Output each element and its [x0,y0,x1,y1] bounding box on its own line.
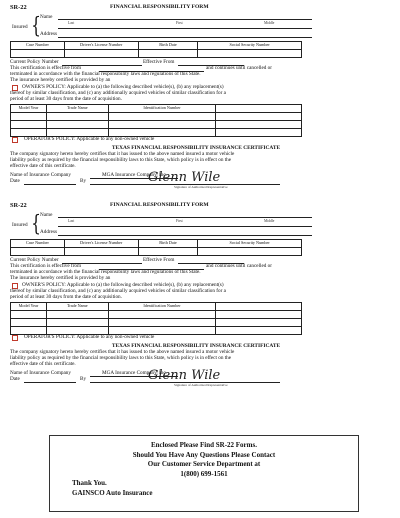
vehicle-cell[interactable] [216,113,302,121]
id-table [10,239,302,256]
signature-caption: Signature of Authorized Representative [174,383,228,387]
name-label: Name [40,14,53,20]
vehicle-cell[interactable] [108,311,216,319]
notice-company: GAINSCO Auto Insurance [72,488,153,497]
current-policy-label: Current Policy Number [10,257,59,263]
address-label: Address [40,229,58,235]
owner-policy-text-1: OWNER'S POLICY: Applicable to (a) the following described vehicle(s), (b) any replacement(s) [22,84,224,90]
effective-from-label: Effective From [143,59,175,65]
ssn-field[interactable] [198,248,302,256]
case-number-field[interactable] [11,50,65,58]
vehicle-header-trade: Trade Name [46,303,108,311]
vehicle-cell[interactable] [108,121,216,129]
notice-line-department: Our Customer Service Department at [147,460,261,469]
contact-notice-box [49,435,359,512]
insured-label: Insured [12,222,28,228]
sub-last: Last [68,21,75,25]
id-header-license: Driver's License Number [64,240,138,248]
license-field[interactable] [64,50,138,58]
name-line[interactable] [58,19,312,20]
vehicle-cell[interactable] [216,327,302,335]
vehicle-cell[interactable] [46,319,108,327]
signature: Glenn Wile [148,368,221,383]
insured-block [10,213,382,237]
signature-caption: Signature of Authorized Representative [174,185,228,189]
vehicle-table [10,104,302,137]
company-value: MGA Insurance Company, Inc. [102,172,167,178]
current-policy-label: Current Policy Number [10,59,59,65]
by-label: By [80,376,87,382]
operator-policy-text: OPERATOR'S POLICY: Applicable to any non-owned vehicle [24,334,155,340]
notice-line-questions: Should You Have Any Questions Please Contact [132,450,276,459]
certificate-text-1: The company signatory hereto hereby certifies that it has issued to the above named insured a motor vehicle [10,349,235,355]
form-title: FINANCIAL RESPONSIBILITY FORM [110,202,209,208]
id-header-ssn: Social Security Number [198,42,302,50]
by-label: By [80,178,87,184]
id-header-birth: Birth Date [138,42,198,50]
date-field[interactable] [24,382,76,383]
vehicle-header-blank [216,105,302,113]
form-header [10,4,382,12]
insurance-provided-text: The insurance hereby certified is provided by an [10,275,111,281]
id-header-case: Case Number [11,240,65,248]
vehicle-cell[interactable] [46,311,108,319]
insured-label: Insured [12,24,28,30]
vehicle-cell[interactable] [216,319,302,327]
sub-last: Last [68,219,75,223]
certificate-text-2: liability policy as required by the financial responsibility laws to this State, which policy is in effect on the [10,355,232,361]
cert-effective-label: This certification is effective from [10,65,82,71]
vehicle-cell[interactable] [216,121,302,129]
sub-middle: Middle [264,219,275,223]
vehicle-cell[interactable] [216,311,302,319]
vehicle-cell[interactable] [11,113,47,121]
owner-policy-text-2: thereof by similar classification, and (c) any additionally acquired vehicles of similar classification for a [10,288,226,294]
effective-from-label: Effective From [143,257,175,263]
vehicle-table [10,302,302,335]
and-continues-text: and continues until cancelled or [206,65,272,71]
notice-phone: 1(800) 699-1561 [180,469,228,478]
address-line-2[interactable] [58,235,312,236]
cert-effective-label: This certification is effective from [10,263,82,269]
date-field[interactable] [24,184,76,185]
form-title: FINANCIAL RESPONSIBILITY FORM [110,4,209,10]
sr22-form-bottom [10,202,382,414]
vehicle-cell[interactable] [11,319,47,327]
vehicle-header-blank [216,303,302,311]
name-line[interactable] [58,217,312,218]
birth-date-field[interactable] [138,248,198,256]
id-header-case: Case Number [11,42,65,50]
vehicle-cell[interactable] [216,129,302,137]
vehicle-cell[interactable] [11,311,47,319]
sr22-form-top [10,4,382,216]
owner-policy-text-2: thereof by similar classification, and (c) any additionally acquired vehicles of similar classification for a [10,90,226,96]
vehicle-cell[interactable] [108,319,216,327]
vehicle-cell[interactable] [11,121,47,129]
date-label: Date [10,178,20,184]
notice-line-enclosed: Enclosed Please Find SR-22 Forms. [151,441,257,449]
signature: Glenn Wile [148,170,221,185]
id-header-birth: Birth Date [138,240,198,248]
owner-policy-text-1: OWNER'S POLICY: Applicable to (a) the following described vehicle(s), (b) any replacement(s) [22,282,224,288]
address-line-2[interactable] [58,37,312,38]
vehicle-header-id: Identification Number [108,105,216,113]
date-label: Date [10,376,20,382]
certificate-title: TEXAS FINANCIAL RESPONSIBILITY INSURANCE CERTIFICATE [111,343,281,349]
address-label: Address [40,31,58,37]
company-value: MGA Insurance Company, Inc. [102,370,167,376]
company-label: Name of Insurance Company [10,370,71,376]
brace-glyph: { [31,14,41,39]
operator-policy-text: OPERATOR'S POLICY: Applicable to any non-owned vehicle [24,136,155,142]
ssn-field[interactable] [198,50,302,58]
name-label: Name [40,212,53,218]
vehicle-cell[interactable] [46,113,108,121]
operator-policy-checkbox[interactable] [12,137,18,143]
id-table [10,41,302,58]
id-header-ssn: Social Security Number [198,240,302,248]
certificate-text-1: The company signatory hereto hereby certifies that it has issued to the above named insured a motor vehicle [10,151,235,157]
brace-glyph: { [31,212,41,237]
and-continues-text: and continues until cancelled or [206,263,272,269]
insured-block [10,15,382,39]
address-line-1[interactable] [58,28,312,29]
form-code: SR-22 [10,202,27,209]
vehicle-header-year: Model Year [11,105,47,113]
case-number-field[interactable] [11,248,65,256]
form-code: SR-22 [10,4,27,11]
certificate-title: TEXAS FINANCIAL RESPONSIBILITY INSURANCE CERTIFICATE [111,145,281,151]
license-field[interactable] [64,248,138,256]
sub-middle: Middle [264,21,275,25]
terminated-text: terminated in accordance with the financial responsibility laws and regulations of this State. [10,269,201,275]
terminated-text: terminated in accordance with the financial responsibility laws and regulations of this State. [10,71,201,77]
insurance-provided-text: The insurance hereby certified is provided by an [10,77,111,83]
owner-policy-text-3: period of at least 30 days from the date of acquisition. [10,96,122,102]
vehicle-header-id: Identification Number [108,303,216,311]
vehicle-header-year: Model Year [11,303,47,311]
certificate-text-2: liability policy as required by the financial responsibility laws to this State, which policy is in effect on the [10,157,232,163]
birth-date-field[interactable] [138,50,198,58]
certificate-text-3: effective date of this certificate. [10,361,76,367]
vehicle-header-trade: Trade Name [46,105,108,113]
vehicle-cell[interactable] [108,113,216,121]
operator-policy-checkbox[interactable] [12,335,18,341]
address-line-1[interactable] [58,226,312,227]
id-header-license: Driver's License Number [64,42,138,50]
sub-first: First [176,219,183,223]
certificate-text-3: effective date of this certificate. [10,163,76,169]
sub-first: First [176,21,183,25]
notice-thank-you: Thank You. [72,479,107,488]
form-header [10,202,382,210]
vehicle-cell[interactable] [46,121,108,129]
company-label: Name of Insurance Company [10,172,71,178]
owner-policy-text-3: period of at least 30 days from the date of acquisition. [10,294,122,300]
